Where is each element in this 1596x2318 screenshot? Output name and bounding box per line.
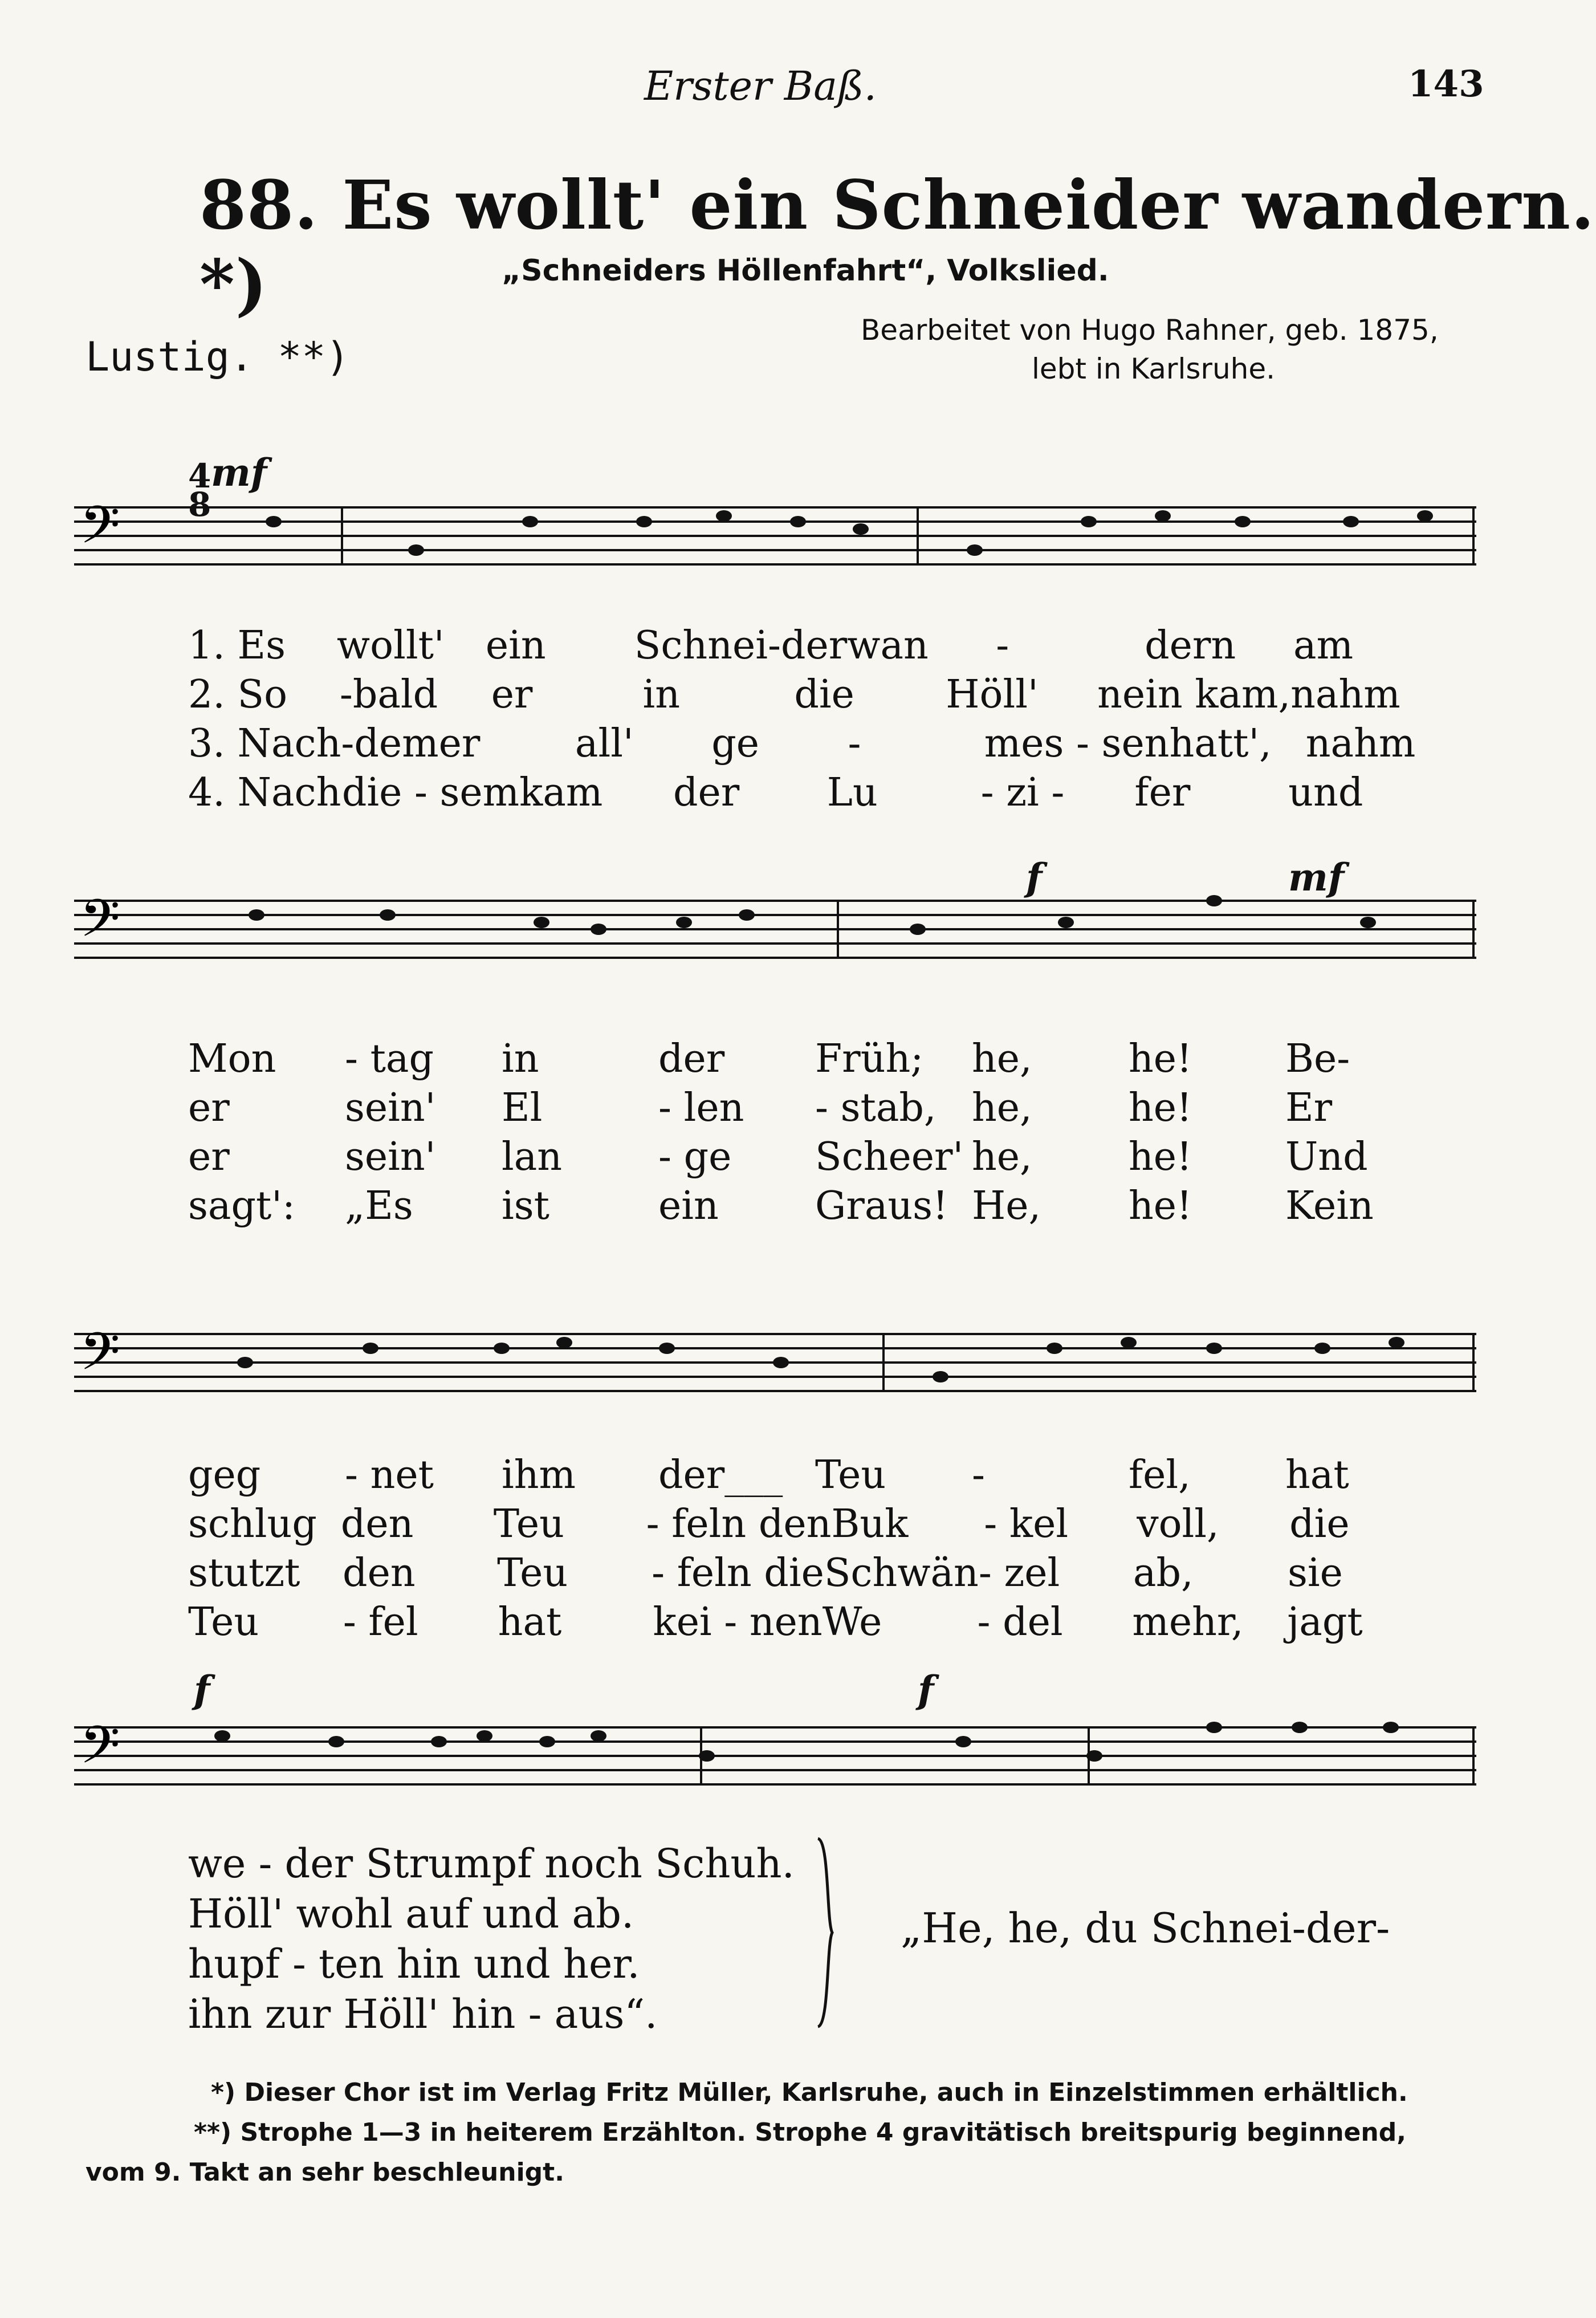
- lyrics-block-3: [188, 1451, 1442, 1647]
- bass-clef-icon: 𝄢: [80, 496, 120, 568]
- lyric-line: er sein' lan - ge Scheer' he, he! Und: [188, 1134, 1368, 1180]
- refrain-text: „He, he, du Schnei-der-: [901, 1904, 1390, 1952]
- dynamic-mark: f: [1026, 855, 1043, 900]
- final-lyrics: [188, 1839, 795, 2039]
- lyrics-block-2: [188, 1035, 1442, 1231]
- bass-clef-icon: 𝄢: [80, 1716, 120, 1788]
- music-staff-3: [74, 1323, 1476, 1402]
- lyric-line: stutzt den Teu - feln die Schwän - zel ab, sie: [188, 1551, 1343, 1596]
- lyric-line: er sein' El - len - stab, he, he! Er: [188, 1085, 1333, 1130]
- tempo-marking: Lustig. **): [85, 334, 350, 380]
- lyric-line: we - der Strumpf noch Schuh.: [188, 1840, 795, 1887]
- lyric-line: schlug den Teu - feln den Buk - kel voll, die: [188, 1502, 1350, 1547]
- lyric-line: Teu - fel hat kei - nen We - del mehr, jagt: [188, 1600, 1363, 1645]
- page-number: 143: [1408, 63, 1484, 105]
- lyrics-block-1: [188, 621, 1442, 818]
- music-staff-4: [74, 1716, 1476, 1796]
- lyric-line: ihn zur Höll' hin - aus“.: [188, 1991, 658, 2038]
- lyric-line: 2. So -bald er in die Höll' nein kam, nahm: [188, 672, 1400, 717]
- brace-icon: [815, 1836, 838, 2030]
- dynamic-mark: f: [918, 1668, 934, 1712]
- lyric-line: Höll' wohl auf und ab.: [188, 1890, 634, 1937]
- arranger-line-1: Bearbeitet von Hugo Rahner, geb. 1875,: [861, 314, 1439, 347]
- time-signature: 4 8: [188, 457, 211, 524]
- footnote-1: *) Dieser Chor ist im Verlag Fritz Müller, Karlsruhe, auch in Einzelstimmen erhältlich.: [211, 2078, 1408, 2107]
- footnote-2: **) Strophe 1—3 in heiterem Erzählton. Strophe 4 gravitätisch breitspurig beginnend,: [194, 2118, 1406, 2147]
- footnote-3: vom 9. Takt an sehr beschleunigt.: [85, 2158, 564, 2187]
- lyric-line: Mon - tag in der Früh; he, he! Be-: [188, 1036, 1350, 1081]
- lyric-line: 3. Nach-dem er all' ge - mes - sen hatt', nahm: [188, 721, 1416, 766]
- music-staff-1: [74, 496, 1476, 576]
- dynamic-mark: mf: [211, 450, 267, 495]
- bass-clef-icon: 𝄢: [80, 889, 120, 961]
- lyric-line: sagt': „Es ist ein Graus! He, he! Kein: [188, 1184, 1374, 1229]
- song-title: 88. Es wollt' ein Schneider wandern. *): [199, 165, 1595, 324]
- lyric-line: geg - net ihm der___ Teu - fel, hat: [188, 1453, 1349, 1498]
- bass-clef-icon: 𝄢: [80, 1323, 120, 1394]
- lyric-line: 1. Es wollt' ein Schnei-der wan - dern am: [188, 623, 1354, 668]
- song-subtitle: „Schneiders Höllenfahrt“, Volkslied.: [502, 254, 1109, 288]
- dynamic-mark: mf: [1288, 855, 1345, 900]
- lyric-line: hupf - ten hin und her.: [188, 1941, 640, 1987]
- dynamic-mark: f: [194, 1668, 210, 1712]
- running-head-title: Erster Baß.: [644, 63, 877, 109]
- arranger-line-2: lebt in Karlsruhe.: [1032, 352, 1276, 385]
- music-staff-2: [74, 889, 1476, 969]
- lyric-line: 4. Nach die - sem kam der Lu - zi - fer und: [188, 770, 1363, 815]
